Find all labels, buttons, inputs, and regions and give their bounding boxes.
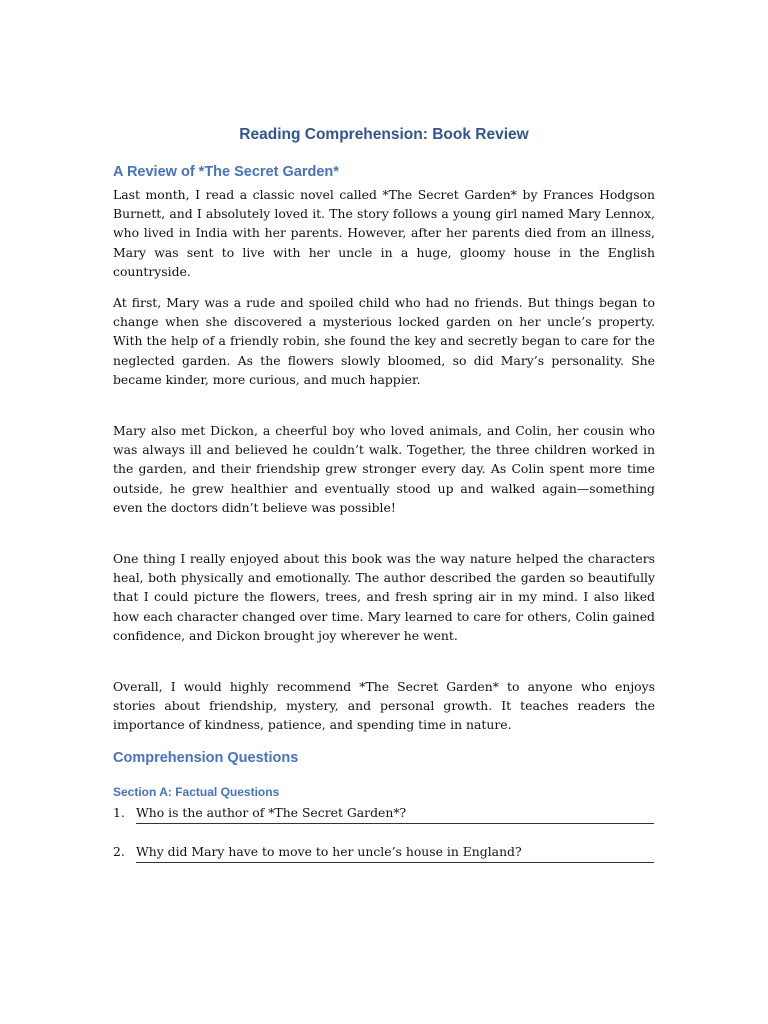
review-paragraph-2: At first, Mary was a rude and spoiled child who had no friends. But things began to change when she discovered a mysterious locked garden on her uncle’s property. With the help of a friendly robin, she found the key and secretly began to care for the neglected garden. As the flowers slowly bloomed, so did Mary’s personality. She became kinder, more curious, and much happier. (113, 295, 655, 387)
questions-heading: Comprehension Questions (113, 750, 299, 766)
document-title: Reading Comprehension: Book Review (239, 126, 529, 143)
question-number: 1. (113, 805, 125, 820)
question-number: 2. (113, 844, 125, 859)
answer-line-1[interactable] (136, 823, 654, 824)
review-heading: A Review of *The Secret Garden* (113, 164, 339, 180)
question-text: Why did Mary have to move to her uncle’s house in England? (136, 844, 522, 859)
section-a-heading: Section A: Factual Questions (113, 785, 280, 799)
review-paragraph-3: Mary also met Dickon, a cheerful boy who loved animals, and Colin, her cousin who was always ill and believed he couldn’t walk. Together, the three children worked in the garden, and their friendship grew stronger every day. As Colin spent more time outside, he grew healthier and eventually stood up and walked again—something even the doctors didn’t believe was possible! (113, 423, 655, 515)
review-paragraph-5: Overall, I would highly recommend *The Secret Garden* to anyone who enjoys stories about friendship, mystery, and personal growth. It teaches readers the importance of kindness, patience, and spending time in nature. (113, 679, 655, 733)
review-paragraph-1: Last month, I read a classic novel called *The Secret Garden* by Frances Hodgson Burnett, and I absolutely loved it. The story follows a young girl named Mary Lennox, who lived in India with her parents. However, after her parents died from an illness, Mary was sent to live with her uncle in a huge, gloomy house in the English countryside. (113, 187, 655, 279)
answer-line-2[interactable] (136, 862, 654, 863)
question-text: Who is the author of *The Secret Garden*? (136, 805, 407, 820)
review-paragraph-4: One thing I really enjoyed about this book was the way nature helped the characters heal, both physically and emotionally. The author described the garden so beautifully that I could picture the flowers, trees, and fresh spring air in my mind. I also liked how each character changed over time. Mary learned to care for others, Colin gained confidence, and Dickon brought joy wherever he went. (113, 551, 655, 643)
